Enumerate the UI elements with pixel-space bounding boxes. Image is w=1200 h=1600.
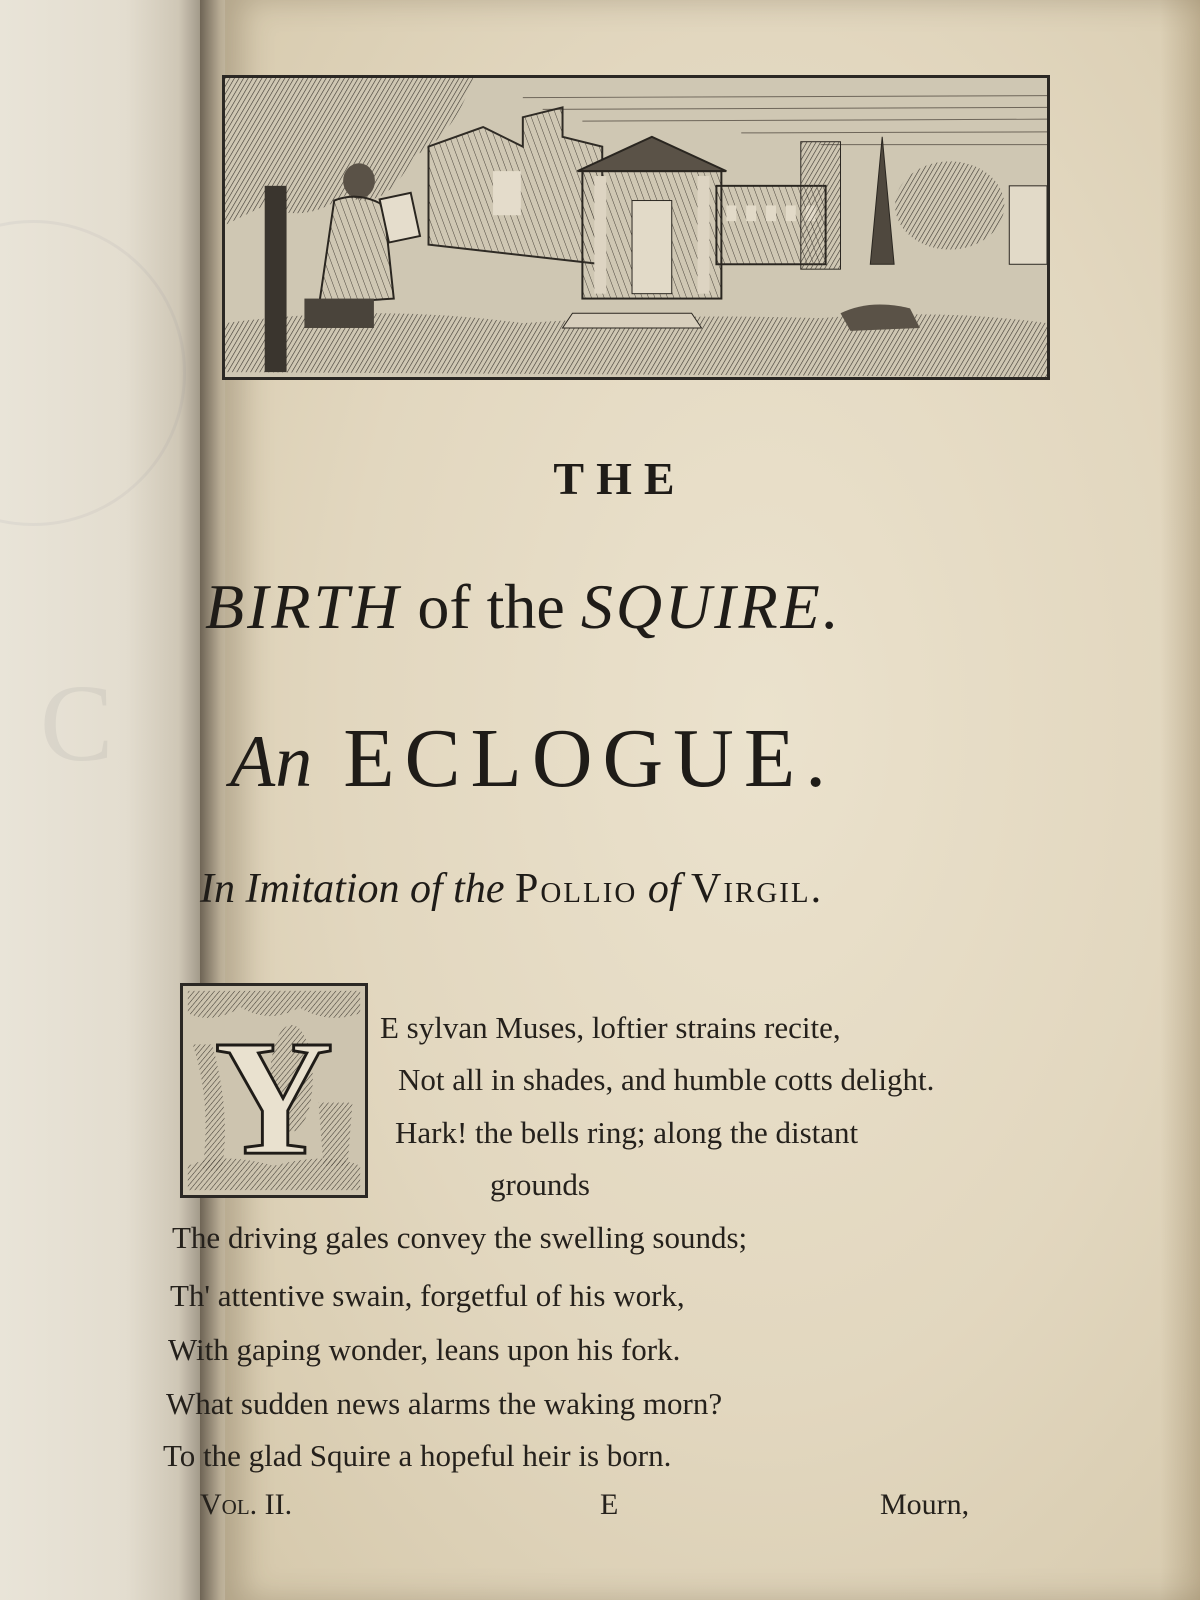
footer-signature: E — [600, 1488, 619, 1521]
title-birth-of-the-squire — [205, 570, 1045, 644]
title-an-eclogue — [230, 710, 1030, 807]
subtitle-in-imitation: In Imitation of the — [200, 866, 515, 912]
verse-line: grounds — [490, 1167, 590, 1202]
title-an-word: An — [230, 721, 313, 803]
verse-line: E sylvan Muses, loftier strains recite, — [380, 1010, 841, 1045]
verse-line: With gaping wonder, leans upon his fork. — [168, 1332, 681, 1367]
decorated-dropcap — [180, 983, 368, 1198]
bleed-through-glyph: C — [40, 662, 114, 784]
page-edge-shadow — [1160, 0, 1200, 1600]
engraved-headpiece — [222, 75, 1050, 380]
title-of-the: of the — [401, 571, 581, 642]
verse-line: Th' attentive swain, forgetful of his work, — [170, 1278, 685, 1313]
title-birth-word: BIRTH — [205, 571, 402, 642]
subtitle-pollio: Pollio — [514, 866, 638, 912]
subtitle-of: of — [637, 866, 691, 912]
subtitle-virgil: Virgil. — [690, 866, 824, 912]
footer-catchword: Mourn, — [880, 1488, 970, 1521]
dropcap-letter: Y — [214, 1005, 334, 1190]
verse-line: The driving gales convey the swelling sounds; — [172, 1220, 748, 1255]
verse-line: What sudden news alarms the waking morn? — [166, 1386, 723, 1421]
footer-volume: Vol. II. — [200, 1488, 293, 1521]
title-eclogue-word: ECLOGUE. — [312, 712, 837, 805]
subtitle-imitation — [200, 865, 1030, 913]
verse-line: Not all in shades, and humble cotts delight. — [398, 1062, 935, 1097]
title-squire-word: SQUIRE. — [580, 571, 842, 642]
title-the: THE — [553, 453, 687, 504]
verse-line: To the glad Squire a hopeful heir is born. — [163, 1438, 672, 1473]
verse-line: Hark! the bells ring; along the distant — [395, 1115, 859, 1150]
